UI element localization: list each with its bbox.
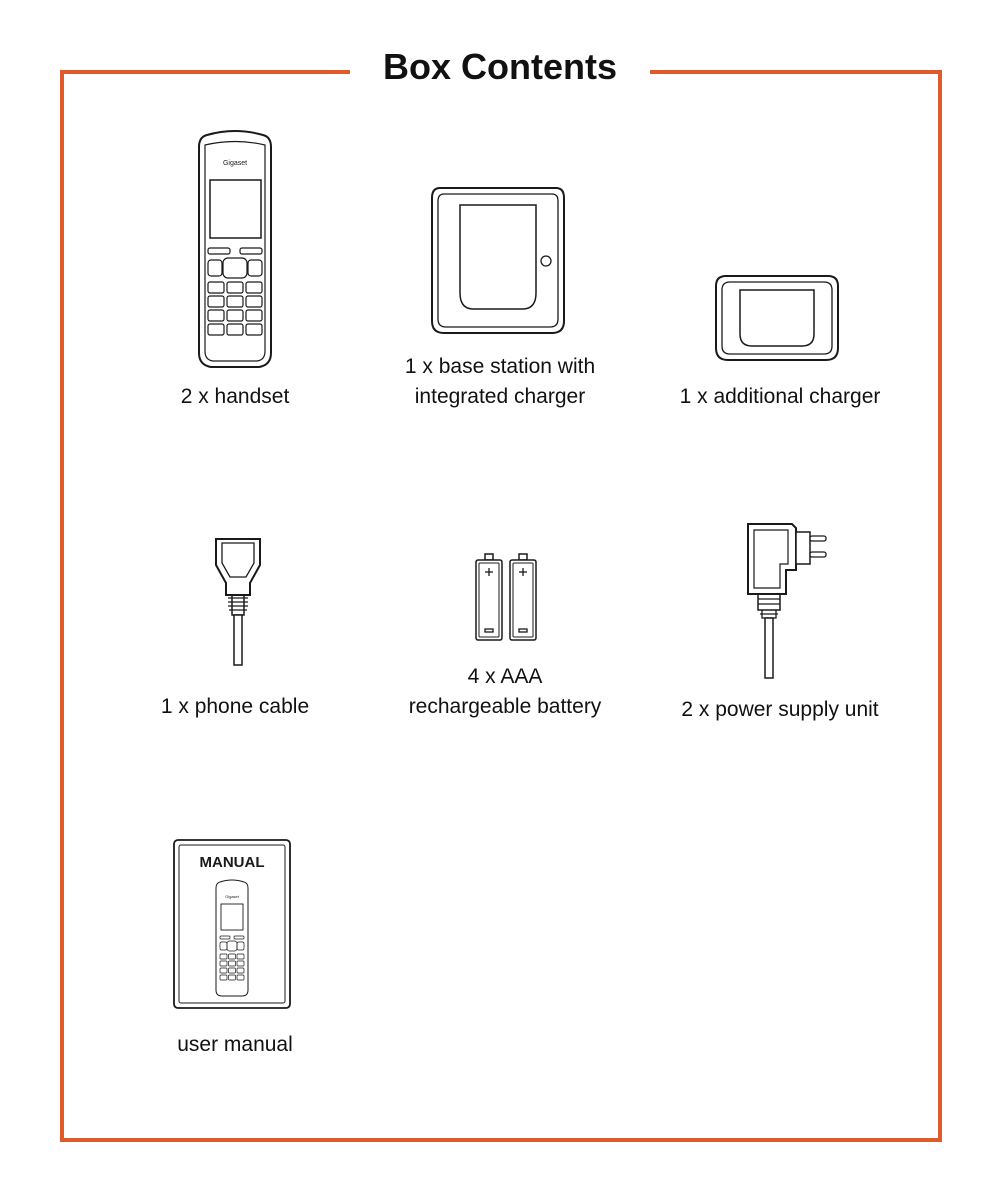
manual-cover-title: MANUAL bbox=[199, 854, 265, 871]
charger-icon bbox=[712, 272, 842, 364]
power-supply-label: 2 x power supply unit bbox=[681, 698, 879, 721]
handset-brand: Gigaset bbox=[222, 160, 248, 167]
power-supply-icon bbox=[740, 518, 835, 683]
charger-label: 1 x additional charger bbox=[679, 385, 881, 408]
phone-cable-label: 1 x phone cable bbox=[160, 695, 310, 718]
handset-icon bbox=[185, 125, 285, 375]
phone-cable-icon bbox=[208, 535, 268, 670]
page-title: Box Contents bbox=[383, 46, 617, 87]
manual-label: user manual bbox=[177, 1033, 293, 1056]
base-station-label: 1 x base station with integrated charger bbox=[404, 355, 596, 408]
manual-brand: Gigaset bbox=[225, 894, 239, 899]
battery-icon bbox=[472, 552, 548, 644]
battery-label: 4 x AAA rechargeable battery bbox=[408, 665, 602, 718]
base-station-icon bbox=[428, 183, 568, 338]
handset-label: 2 x handset bbox=[180, 385, 290, 408]
manual-icon bbox=[172, 838, 292, 1010]
